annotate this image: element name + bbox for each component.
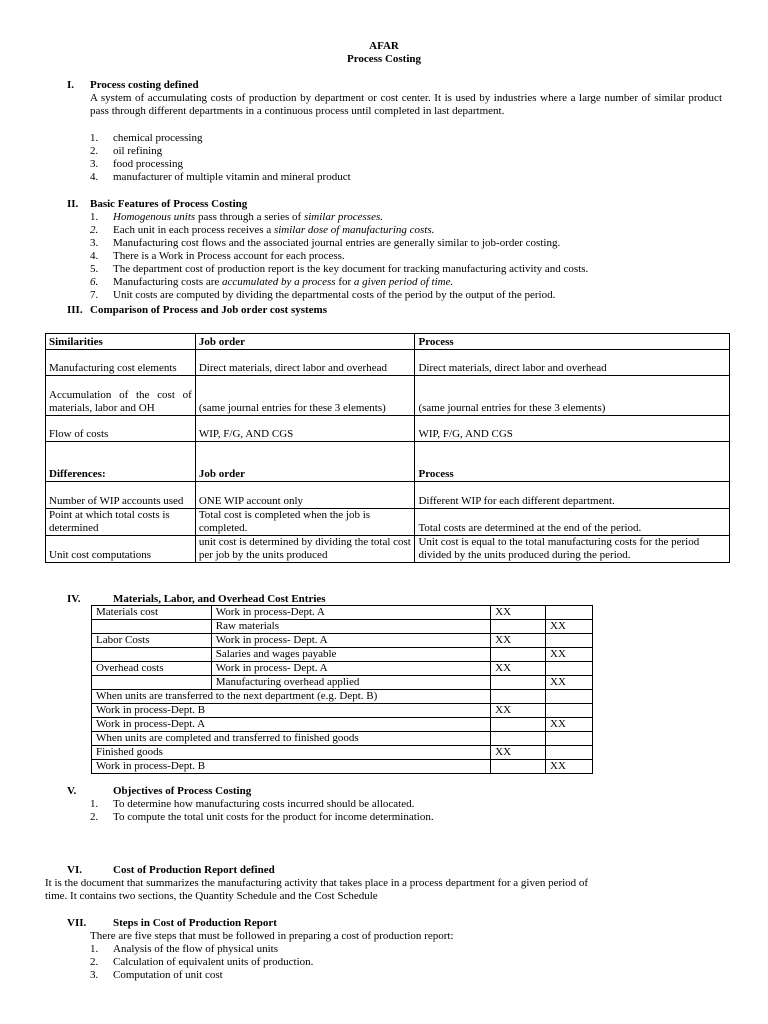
table-cell: Number of WIP accounts used: [46, 482, 196, 509]
table-cell: ONE WIP account only: [195, 482, 415, 509]
table-cell: Total costs are determined at the end of the period.: [415, 509, 730, 536]
table-row: Work in process-Dept. B XX: [92, 760, 593, 774]
section-5-list: [90, 798, 730, 824]
section-7-number: VII.: [67, 917, 87, 929]
table-cell: (same journal entries for these 3 elements): [415, 376, 730, 416]
table-cell: Different WIP for each different department.: [415, 482, 730, 509]
section-6-paragraph-line1: It is the document that summarizes the manufacturing activity that takes place in a process department for a given period of: [45, 877, 589, 889]
section-1-heading: Process costing defined: [90, 79, 199, 91]
table-row: Salaries and wages payable XX: [92, 648, 593, 662]
list-item: 2. oil refining: [90, 145, 163, 157]
table-cell: unit cost is determined by dividing the total cost per job by the units produced: [195, 536, 415, 563]
table-header-process: Process: [415, 442, 730, 482]
journal-entries-table: [91, 605, 593, 774]
section-1-paragraph: A system of accumulating costs of production by department or cost center. It is used by industries where a large number of similar product pass through different departments in a continuous process until completed in last department.: [90, 92, 722, 117]
list-item: 4. There is a Work in Process account for each process.: [90, 250, 345, 262]
table-row: When units are completed and transferred to finished goods: [92, 732, 593, 746]
section-1-number: I.: [67, 79, 75, 91]
table-cell: Flow of costs: [46, 416, 196, 442]
page-subtitle: Process Costing: [346, 53, 422, 65]
list-item: 2. To compute the total unit costs for the product for income determination.: [90, 811, 434, 823]
section-3-number: III.: [67, 304, 83, 316]
table-cell: Total cost is completed when the job is completed.: [195, 509, 415, 536]
section-7-intro: There are five steps that must be followed in preparing a cost of production report:: [90, 930, 454, 942]
table-cell: Point at which total costs is determined: [46, 509, 196, 536]
table-cell: Unit cost is equal to the total manufacturing costs for the period divided by the units produced during the period.: [415, 536, 730, 563]
table-row: Manufacturing overhead applied XX: [92, 676, 593, 690]
table-cell: Unit cost computations: [46, 536, 196, 563]
table-cell: Direct materials, direct labor and overhead: [415, 350, 730, 376]
section-1-list: [90, 132, 730, 184]
list-item: 4. manufacturer of multiple vitamin and mineral product: [90, 171, 351, 183]
table-row: Work in process-Dept. B XX: [92, 704, 593, 718]
table-cell: Accumulation of the cost of materials, labor and OH: [46, 376, 196, 416]
table-cell: WIP, F/G, AND CGS: [415, 416, 730, 442]
list-item: 2. Each unit in each process receives a similar dose of manufacturing costs.: [90, 224, 435, 236]
list-item: 1. Homogenous units pass through a series of similar processes.: [90, 211, 384, 223]
table-row: Labor Costs Work in process- Dept. A XX: [92, 634, 593, 648]
section-5-number: V.: [67, 785, 77, 797]
list-item: 3. Computation of unit cost: [90, 969, 223, 981]
list-item: 5. The department cost of production report is the key document for tracking manufacturing activity and costs.: [90, 263, 589, 275]
table-row: Work in process-Dept. A XX: [92, 718, 593, 732]
section-2-heading: Basic Features of Process Costing: [90, 198, 248, 210]
comparison-table: [45, 333, 730, 563]
table-row: Overhead costs Work in process- Dept. A XX: [92, 662, 593, 676]
table-row: Materials cost Work in process-Dept. A XX: [92, 606, 593, 620]
table-cell: (same journal entries for these 3 elements): [195, 376, 415, 416]
table-header-job-order: Job order: [195, 334, 415, 350]
table-cell: WIP, F/G, AND CGS: [195, 416, 415, 442]
section-2-number: II.: [67, 198, 79, 210]
section-4-number: IV.: [67, 593, 81, 605]
table-header-process: Process: [415, 334, 730, 350]
page-title: AFAR: [369, 40, 399, 52]
section-7-heading: Steps in Cost of Production Report: [113, 917, 277, 929]
section-3-heading: Comparison of Process and Job order cost systems: [90, 304, 327, 316]
section-6-number: VI.: [67, 864, 82, 876]
table-header-similarities: Similarities: [46, 334, 196, 350]
list-item: 6. Manufacturing costs are accumulated by a process for a given period of time.: [90, 276, 454, 288]
table-header-differences: Differences:: [46, 442, 196, 482]
table-row: When units are transferred to the next department (e.g. Dept. B): [92, 690, 593, 704]
table-cell: Direct materials, direct labor and overhead: [195, 350, 415, 376]
list-item: 7. Unit costs are computed by dividing the departmental costs of the period by the output of the period.: [90, 289, 556, 301]
section-2-list: [90, 211, 730, 302]
list-item: 1. Analysis of the flow of physical units: [90, 943, 278, 955]
list-item: 1. chemical processing: [90, 132, 203, 144]
section-6-heading: Cost of Production Report defined: [113, 864, 275, 876]
list-item: 3. food processing: [90, 158, 183, 170]
section-7-list: [90, 943, 730, 982]
list-item: 3. Manufacturing cost flows and the associated journal entries are generally similar to job-order costing.: [90, 237, 561, 249]
table-header-job-order: Job order: [195, 442, 415, 482]
section-5-heading: Objectives of Process Costing: [113, 785, 252, 797]
table-row: Raw materials XX: [92, 620, 593, 634]
section-6-paragraph-line2: time. It contains two sections, the Quantity Schedule and the Cost Schedule: [45, 890, 378, 902]
list-item: 2. Calculation of equivalent units of production.: [90, 956, 314, 968]
table-cell: Manufacturing cost elements: [46, 350, 196, 376]
table-row: Finished goods XX: [92, 746, 593, 760]
list-item: 1. To determine how manufacturing costs incurred should be allocated.: [90, 798, 415, 810]
section-4-heading: Materials, Labor, and Overhead Cost Entries: [113, 593, 326, 605]
